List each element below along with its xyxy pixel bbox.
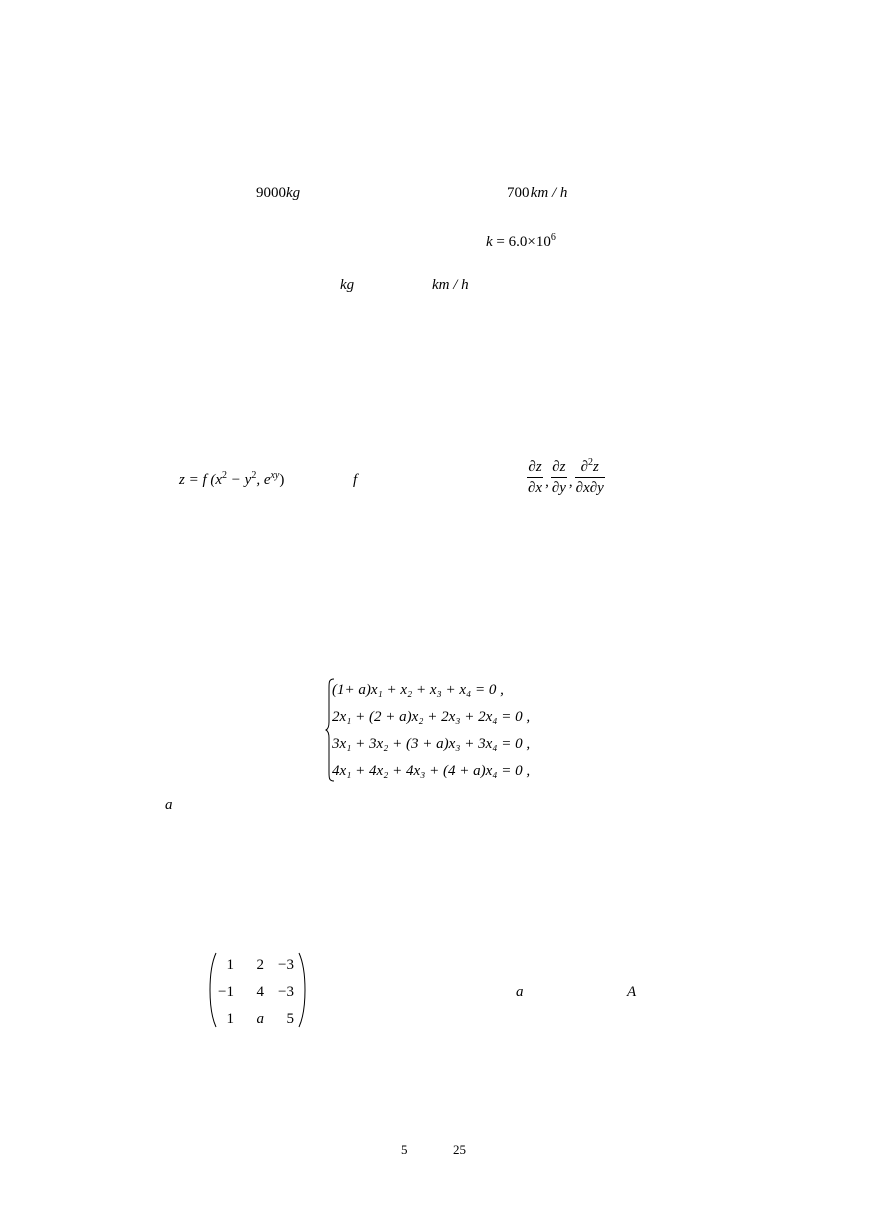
equation-1: (1+ a)x₁ + x₂ + x₃ + x₄ = 0 , bbox=[332, 682, 504, 698]
speed-value bbox=[507, 186, 567, 201]
matrix-cell-3-1: 1 bbox=[226, 1011, 234, 1027]
k-value: = 6.0×10 bbox=[496, 234, 551, 250]
k-constant bbox=[486, 232, 556, 250]
z-def-head: z = f (x bbox=[179, 472, 223, 488]
unit-kmh: km / h bbox=[432, 277, 469, 293]
speed-number: 700 bbox=[507, 185, 530, 201]
equation-2: 2x₁ + (2 + a)x₂ + 2x₃ + 2x₄ = 0 , bbox=[332, 709, 531, 725]
dz-dx-den: ∂x bbox=[528, 480, 543, 496]
mass-unit: kg bbox=[286, 185, 301, 201]
mass-value bbox=[256, 186, 300, 201]
dz-dy-den: ∂y bbox=[551, 480, 566, 496]
page-number: 5 bbox=[401, 1142, 408, 1157]
equation-3: 3x₁ + 3x₂ + (3 + a)x₃ + 3x₄ = 0 , bbox=[332, 736, 531, 752]
k-symbol: k bbox=[486, 234, 493, 250]
k-exponent: 6 bbox=[550, 232, 556, 243]
speed-unit: km / h bbox=[530, 185, 568, 201]
z-def-e: , e bbox=[256, 472, 271, 488]
dz-dy-fraction bbox=[551, 460, 567, 496]
page-total: 25 bbox=[453, 1142, 466, 1157]
matrix-cell-1-3: −3 bbox=[278, 957, 294, 973]
d2z-dxdy-den: ∂x∂y bbox=[575, 480, 604, 496]
dz-dx-fraction bbox=[527, 460, 543, 496]
z-def-close: ) bbox=[279, 472, 285, 488]
dz-dx-num: ∂z bbox=[527, 460, 543, 478]
matrix-cell-3-3: 5 bbox=[286, 1011, 294, 1027]
matrix-name-A: A bbox=[627, 984, 637, 1000]
matrix-cell-2-2: 4 bbox=[256, 984, 264, 1000]
unit-kg: kg bbox=[340, 277, 355, 293]
param-a: a bbox=[165, 797, 173, 813]
matrix-cell-3-2: a bbox=[256, 1011, 264, 1027]
dz-dy-num: ∂z bbox=[551, 460, 567, 478]
matrix-cell-2-1: −1 bbox=[218, 984, 234, 1000]
equation-4: 4x₁ + 4x₂ + 4x₃ + (4 + a)x₄ = 0 , bbox=[332, 763, 531, 779]
z-def-exp: xy bbox=[270, 470, 280, 481]
mass-number: 9000 bbox=[256, 185, 286, 201]
matrix-cell-1-2: 2 bbox=[256, 957, 264, 973]
matrix-cell-1-1: 1 bbox=[226, 957, 234, 973]
matrix-right-paren bbox=[298, 952, 306, 1028]
f-symbol: f bbox=[353, 472, 358, 488]
d2z-dxdy-num: ∂$^2$z bbox=[575, 460, 605, 478]
d2z-dxdy-fraction bbox=[575, 457, 605, 496]
z-def-mid: − y bbox=[227, 472, 252, 488]
matrix-param-a: a bbox=[516, 984, 524, 1000]
partial-derivatives: $\frac{\partial z}{\partial x}$ , $\frac{\partial z}{\partial y}$ , $\frac{\partial^2z}{\partial x\partial y}$ bbox=[528, 457, 604, 496]
matrix-cell-2-3: −3 bbox=[278, 984, 294, 1000]
z-definition: z = f ($x^2 - y^2$, $e^{xy}$) bbox=[179, 470, 285, 488]
